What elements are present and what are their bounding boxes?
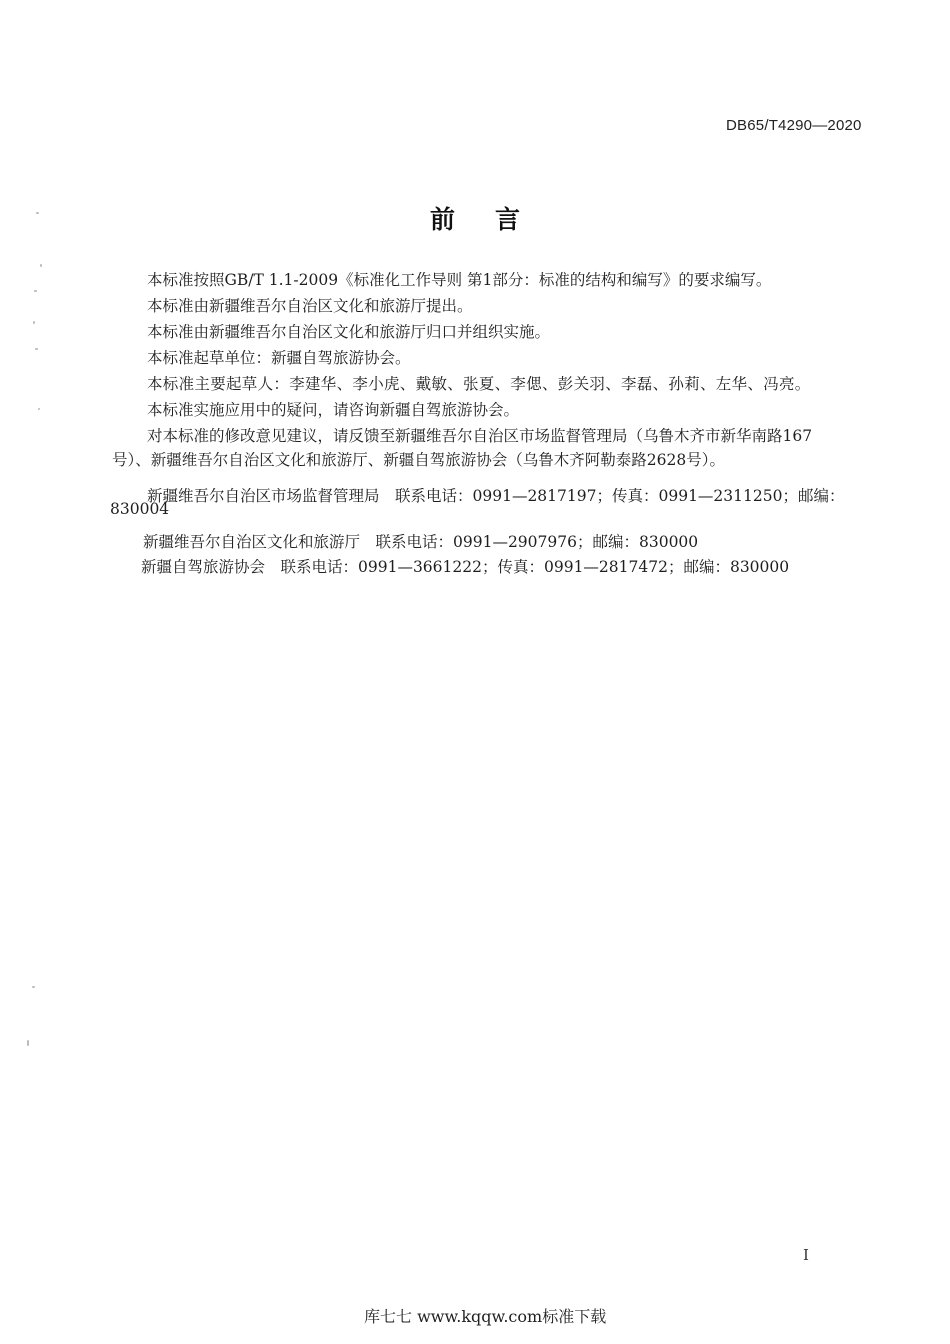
contact-culture: 新疆维吾尔自治区文化和旅游厅 联系电话：0991—2907976；邮编：830000 <box>143 533 699 551</box>
scan-artifact <box>40 264 42 267</box>
document-code: DB65/T4290—2020 <box>726 117 862 134</box>
scan-artifact <box>34 290 37 292</box>
scan-artifact <box>33 321 35 324</box>
paragraph-managed-by: 本标准由新疆维吾尔自治区文化和旅游厅归口并组织实施。 <box>147 323 551 341</box>
scan-artifact <box>35 348 38 350</box>
paragraph-standard-basis: 本标准按照GB/T 1.1-2009《标准化工作导则 第1部分：标准的结构和编写》的要求编写。 <box>147 271 772 289</box>
contact-market-line-1: 新疆维吾尔自治区市场监督管理局 联系电话：0991—2817197；传真：0991—2311250；邮编： <box>147 487 845 505</box>
contact-market-line-2: 830004 <box>110 500 170 518</box>
page-title: 前言 <box>430 205 561 234</box>
feedback-line-2: 号）、新疆维吾尔自治区文化和旅游厅、新疆自驾旅游协会（乌鲁木齐阿勒泰路2628号）。 <box>112 451 725 469</box>
feedback-line-1: 对本标准的修改意见建议，请反馈至新疆维吾尔自治区市场监督管理局（乌鲁木齐市新华南路167 <box>147 427 813 445</box>
contact-association: 新疆自驾旅游协会 联系电话：0991—3661222；传真：0991—2817472；邮编：830000 <box>141 558 790 576</box>
paragraph-proposed-by: 本标准由新疆维吾尔自治区文化和旅游厅提出。 <box>147 297 473 315</box>
scan-artifact <box>32 986 35 988</box>
paragraph-drafters: 本标准主要起草人：李建华、李小虎、戴敏、张夏、李偲、彭关羽、李磊、孙莉、左华、冯亮。 <box>147 375 811 393</box>
scan-artifact <box>38 408 40 410</box>
paragraph-drafting-unit: 本标准起草单位：新疆自驾旅游协会。 <box>147 349 411 367</box>
footer-watermark: 库七七 www.kqqw.com标准下载 <box>364 1307 607 1326</box>
scan-artifact <box>36 212 39 214</box>
page-number: I <box>803 1246 809 1264</box>
scan-artifact <box>27 1040 29 1046</box>
paragraph-inquiries: 本标准实施应用中的疑问，请咨询新疆自驾旅游协会。 <box>147 401 520 419</box>
